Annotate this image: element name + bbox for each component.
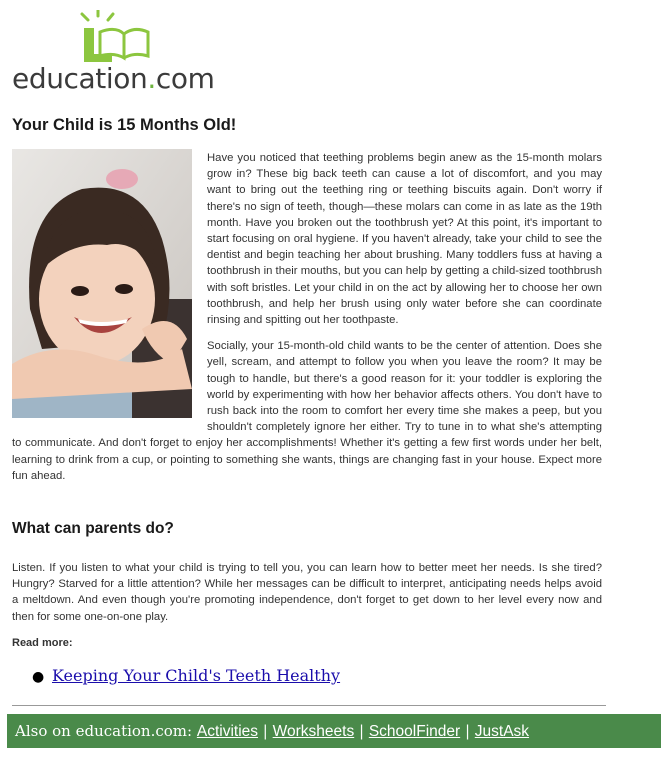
article-paragraph: Socially, your 15-month-old child wants to be the center of attention. Does she yell, scream, and attempt to follow you when you leave the room? It may be tough to handle, but there's a good reason for it: your toddler is exploring the world by experimenting with how her behavior affects others. You don't have to rush back into the room to comfort her every time she makes a peep, but you shouldn't completely ignore her either. Try to tune in to what she's attempting to communicate. And don't forget to enjoy her accomplishments! Whether it's getting a few first words under her belt, learning to drink from a cup, or pointing to something she wants, things are changing fast in your house. Expect more fun ahead. [12, 340, 602, 482]
list-item [32, 666, 340, 685]
footer-link-activities[interactable]: Activities [196, 723, 259, 740]
logo-wordmark: education.com [12, 62, 215, 95]
footer-link-schoolfinder[interactable]: SchoolFinder [368, 723, 461, 740]
footer-separator: | [464, 722, 470, 740]
footer-bar [7, 714, 661, 748]
page-title: Your Child is 15 Months Old! [12, 116, 237, 134]
read-more-link[interactable]: Keeping Your Child's Teeth Healthy [52, 666, 341, 685]
article-body [12, 150, 602, 494]
bullet-icon: ● [32, 669, 45, 685]
footer-prefix: Also on education.com: [15, 722, 193, 740]
section-heading: What can parents do? [12, 520, 174, 537]
article-paragraph: Have you noticed that teething problems begin anew as the 15-month molars grow in? These big back teeth can cause a lot of discomfort, and you may want to bring out the teething ring or teething biscuits again. Don't worry if there's no sign of teeth, though—these molars can come in as late as the 19th month. Have you broken out the toothbrush yet? At this point, it's important to start focusing on oral hygiene. If you haven't already, take your child to see the dentist and begin teaching her about brushing. Many toddlers fuss at having a toothbrush in their mouths, but you can help by getting a child-sized toothbrush with soft bristles. Let your child in on the act by allowing her to choose her own toothbrush, and help her brush using only water before she can coordinate rinsing and spitting out her toothpaste. [207, 152, 602, 327]
site-logo[interactable] [12, 10, 215, 95]
read-more-list [32, 666, 340, 685]
footer-link-justask[interactable]: JustAsk [474, 723, 530, 740]
footer-link-worksheets[interactable]: Worksheets [272, 723, 355, 740]
divider [12, 705, 606, 706]
book-logo-icon [78, 10, 158, 66]
footer-separator: | [358, 722, 365, 740]
read-more-label: Read more: [12, 637, 73, 649]
footer-separator: | [262, 722, 268, 740]
section-paragraph: Listen. If you listen to what your child is trying to tell you, you can learn how to better meet her needs. Is she tired? Hungry? Starved for a little attention? While her messages can be difficult to interpret, anticipating needs helps avoid a meltdown. And even though you're promoting independence, don't forget to get down to her level every now and then for some one-on-one play. [12, 562, 602, 623]
